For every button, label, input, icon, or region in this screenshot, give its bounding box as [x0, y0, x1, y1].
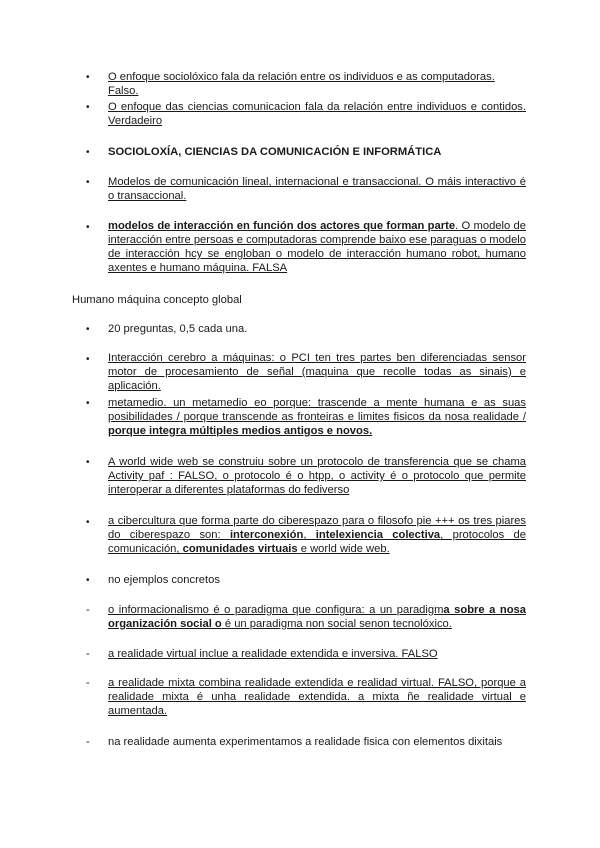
dash-marker: -: [86, 648, 90, 660]
list-item: Interacción cerebro a máquinas: o PCI ten tres partes ben diferenciadas sensor motor de procesamiento de señal (maquina que recolle todas as sinais) e aplicación.: [108, 352, 526, 392]
item-text: e world wide web.: [300, 543, 390, 555]
list-item: [108, 603, 526, 631]
list-item: 20 preguntas, 0,5 cada una.: [108, 323, 248, 335]
bullet-marker: •: [86, 177, 90, 188]
list-item: [108, 219, 526, 275]
bold-phrase: porque integra múltiples medios antigos e novos.: [108, 425, 373, 437]
bullet-marker: •: [86, 575, 90, 586]
bullet-marker: •: [86, 102, 90, 113]
bullet-marker: •: [86, 222, 90, 233]
bullet-marker: •: [86, 457, 90, 468]
item-text: , protocolos de comunicación,: [108, 529, 527, 555]
list-item: Modelos de comunicación lineal, internacional e transaccional. O máis interactivo é o transaccional.: [108, 176, 526, 202]
list-item: na realidade aumenta experimentamos a realidade fisica con elementos dixitais: [108, 736, 503, 748]
list-item: a realidade mixta combina realidade extendida e realidad virtual. FALSO, porque a realidade mixta é unha realidade extendida. a mixta ñe realidade virtual e aumentada.: [108, 677, 526, 717]
item-text: é un paradigma non social senon tecnolóxico.: [224, 618, 452, 630]
list-item: no ejemplos concretos: [108, 574, 220, 586]
list-item: [108, 396, 526, 438]
item-text: o informacionalismo é o paradigma que configura: a un paradigm: [108, 604, 444, 616]
bullet-marker: •: [86, 72, 90, 83]
bullet-marker: •: [86, 147, 90, 158]
item-text: ,: [303, 529, 307, 541]
bullet-marker: •: [86, 354, 90, 365]
list-item: a realidade virtual inclue a realidade extendida e inversiva. FALSO: [108, 648, 438, 660]
item-text: metamedio. un metamedio eo porque: trascende a mente humana e as suas posibilidades / porque transcende as fronteiras e limites fisicos da nosa realidade /: [108, 397, 526, 423]
section-heading: SOCIOLOXÍA, CIENCIAS DA COMUNICACIÓN E INFORMÁTICA: [108, 146, 442, 158]
plain-paragraph: Humano máquina concepto global: [72, 294, 242, 306]
bold-phrase: interconexión: [229, 529, 304, 541]
list-item: O enfoque sociolóxico fala da relación entre os individuos e as computadoras. Falso.: [108, 71, 495, 97]
bullet-marker: •: [86, 398, 90, 409]
list-item: [108, 514, 526, 556]
bullet-marker: •: [86, 324, 90, 335]
list-item: A world wide web se construiu sobre un protocolo de transferencia que se chama Activity paf : FALSO, o protocolo é o htpp, o activity é o protocolo que permite interoperar a diferentes plataformas do fediverso: [108, 456, 526, 496]
item-text: . O modelo de interacción entre persoas e computadoras comprende baixo ese paraguas o modelo de interacción hcy se engloban o modelo de interacción humano robot, humano axentes e humano máquina. FALSA: [108, 220, 526, 274]
list-item: O enfoque das ciencias comunicacion fala da relación entre individuos e contidos. Verdadeiro: [108, 101, 526, 127]
bold-phrase: intelexiencia colectiva: [315, 529, 441, 541]
dash-marker: -: [86, 736, 90, 748]
bold-phrase: modelos de interacción en función dos actores que forman parte: [108, 220, 456, 232]
bold-phrase: a sobre a nosa organización social o: [108, 604, 526, 630]
item-text: a cibercultura que forma parte do ciberespazo para o filosofo pie +++ os tres piares do ciberespazo son:: [108, 515, 526, 541]
dash-marker: -: [86, 677, 90, 689]
dash-marker: -: [86, 604, 90, 616]
bullet-marker: •: [86, 517, 90, 528]
bold-phrase: comunidades virtuais: [182, 543, 298, 555]
